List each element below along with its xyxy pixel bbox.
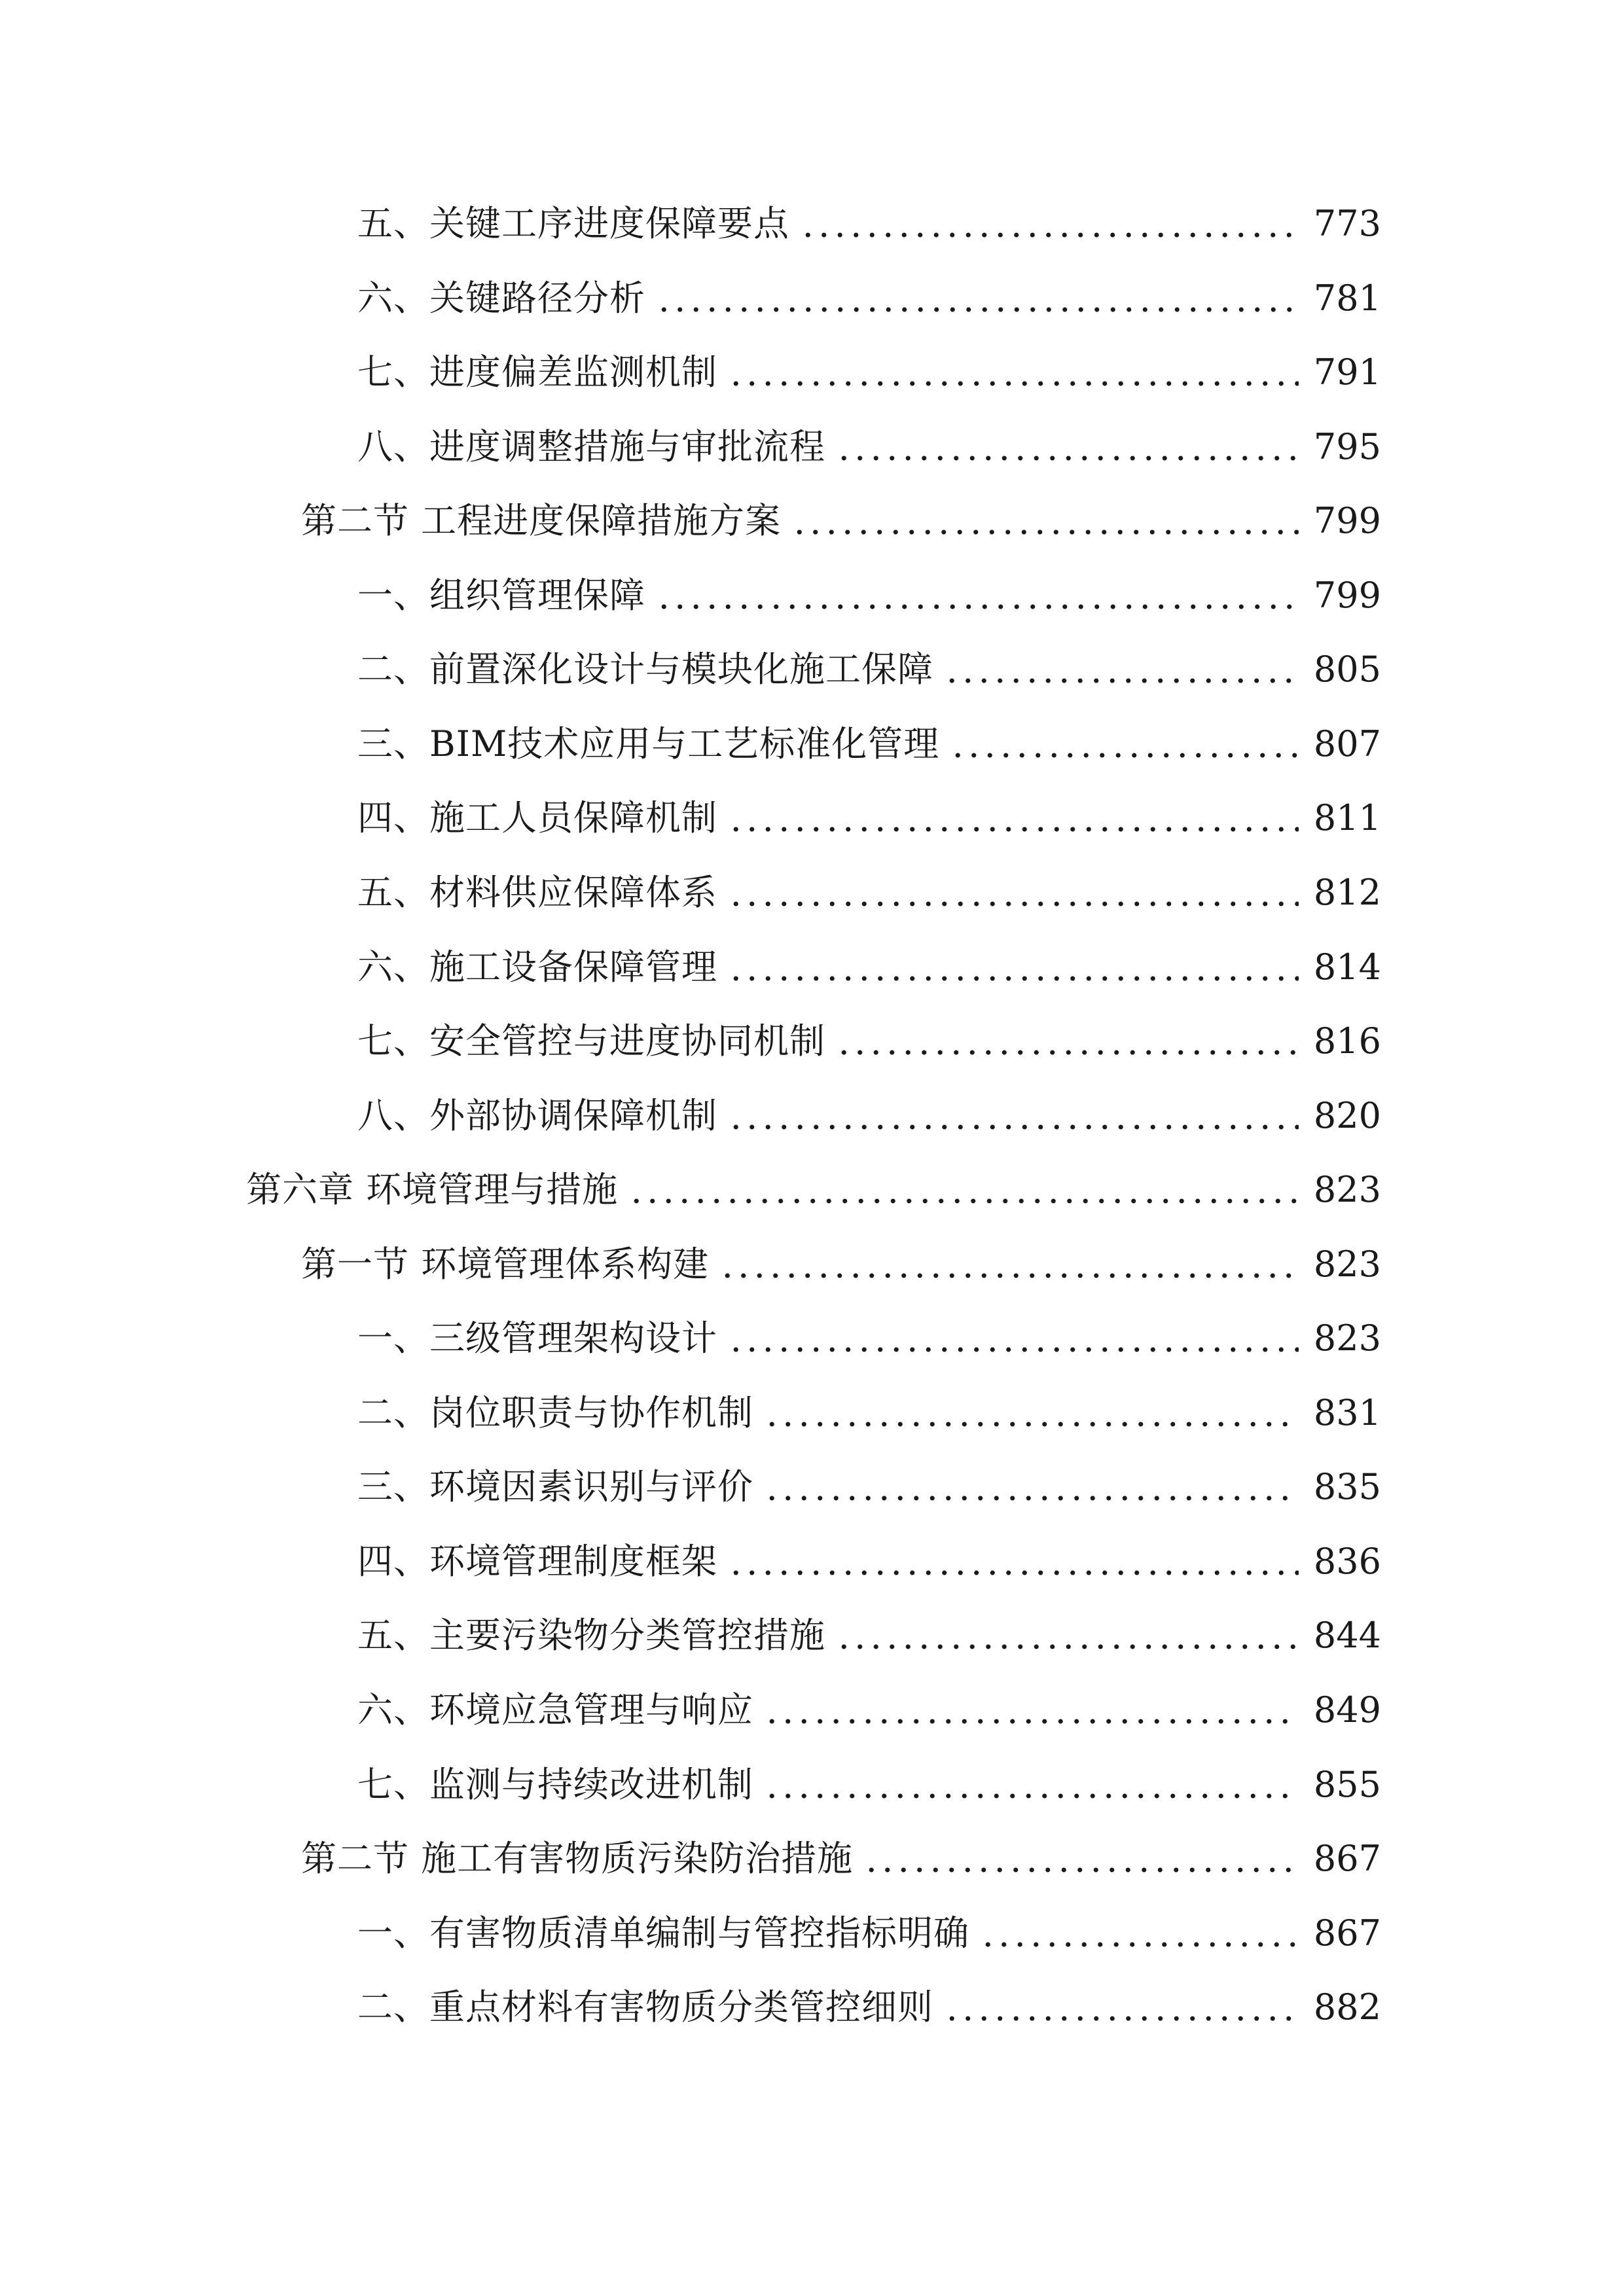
toc-entry-title: 第二节 工程进度保障措施方案 bbox=[301, 500, 782, 541]
toc-entry-page-number: 835 bbox=[1313, 1466, 1381, 1507]
toc-entry-title: 第一节 环境管理体系构建 bbox=[301, 1244, 710, 1285]
toc-dot-leader bbox=[764, 1684, 1299, 1736]
toc-dot-leader bbox=[980, 1907, 1299, 1960]
toc-entry-title: 五、关键工序进度保障要点 bbox=[357, 203, 789, 244]
toc-entry[interactable] bbox=[357, 1015, 1381, 1067]
toc-dot-leader bbox=[728, 1090, 1299, 1142]
toc-entry[interactable] bbox=[357, 867, 1381, 919]
toc-dot-leader bbox=[800, 198, 1299, 250]
toc-dot-leader bbox=[719, 1238, 1299, 1291]
toc-entry-title: 三、BIM技术应用与工艺标准化管理 bbox=[357, 723, 940, 764]
toc-entry[interactable] bbox=[357, 1981, 1381, 2034]
toc-entry-title: 二、重点材料有害物质分类管控细则 bbox=[357, 1986, 933, 2028]
toc-entry-page-number: 823 bbox=[1313, 1244, 1381, 1285]
toc-entry-page-number: 831 bbox=[1313, 1392, 1381, 1433]
toc-entry-page-number: 799 bbox=[1313, 500, 1381, 541]
toc-dot-leader bbox=[728, 792, 1299, 844]
toc-entry-title: 四、施工人员保障机制 bbox=[357, 797, 717, 838]
toc-dot-leader bbox=[836, 1015, 1299, 1067]
toc-entry-title: 二、前置深化设计与模块化施工保障 bbox=[357, 649, 933, 690]
toc-entry-page-number: 867 bbox=[1313, 1838, 1381, 1879]
toc-entry[interactable] bbox=[357, 421, 1381, 473]
toc-dot-leader bbox=[836, 421, 1299, 473]
toc-dot-leader bbox=[728, 346, 1299, 399]
toc-entry-page-number: 781 bbox=[1313, 278, 1381, 319]
toc-dot-leader bbox=[728, 867, 1299, 919]
toc-entry[interactable] bbox=[357, 1907, 1381, 1960]
toc-entry-title: 一、三级管理架构设计 bbox=[357, 1318, 717, 1359]
toc-entry-title: 五、主要污染物分类管控措施 bbox=[357, 1615, 825, 1656]
toc-entry-page-number: 791 bbox=[1313, 351, 1381, 393]
toc-entry[interactable] bbox=[357, 346, 1381, 399]
toc-entry-title: 六、关键路径分析 bbox=[357, 278, 645, 319]
toc-entry-title: 七、安全管控与进度协同机制 bbox=[357, 1020, 825, 1062]
toc-entry-title: 八、进度调整措施与审批流程 bbox=[357, 426, 825, 467]
toc-entry-title: 五、材料供应保障体系 bbox=[357, 872, 717, 913]
toc-entry-page-number: 805 bbox=[1313, 649, 1381, 690]
toc-entry[interactable] bbox=[357, 1461, 1381, 1513]
toc-entry-page-number: 820 bbox=[1313, 1095, 1381, 1136]
toc-entry-page-number: 882 bbox=[1313, 1986, 1381, 2028]
toc-entry[interactable] bbox=[357, 718, 1381, 770]
toc-entry-title: 第二节 施工有害物质污染防治措施 bbox=[301, 1838, 854, 1879]
toc-entry-page-number: 807 bbox=[1313, 723, 1381, 764]
toc-entry-title: 二、岗位职责与协作机制 bbox=[357, 1392, 753, 1433]
toc-dot-leader bbox=[728, 1312, 1299, 1365]
toc-dot-leader bbox=[728, 941, 1299, 994]
toc-entry-page-number: 811 bbox=[1313, 797, 1381, 838]
toc-entry-page-number: 773 bbox=[1313, 203, 1381, 244]
toc-dot-leader bbox=[764, 1461, 1299, 1513]
toc-entry-title: 七、进度偏差监测机制 bbox=[357, 351, 717, 393]
toc-entry-page-number: 816 bbox=[1313, 1020, 1381, 1062]
toc-entry[interactable] bbox=[357, 643, 1381, 696]
toc-entry-title: 第六章 环境管理与措施 bbox=[246, 1169, 619, 1210]
toc-entry[interactable] bbox=[357, 1535, 1381, 1588]
toc-entry-page-number: 799 bbox=[1313, 575, 1381, 616]
toc-entry[interactable] bbox=[357, 1312, 1381, 1365]
toc-entry[interactable] bbox=[357, 1684, 1381, 1736]
toc-entry[interactable] bbox=[357, 272, 1381, 325]
toc-entry-page-number: 812 bbox=[1313, 872, 1381, 913]
toc-dot-leader bbox=[628, 1164, 1299, 1216]
toc-entry[interactable] bbox=[357, 1609, 1381, 1662]
toc-entry-title: 一、有害物质清单编制与管控指标明确 bbox=[357, 1912, 969, 1954]
toc-entry[interactable] bbox=[357, 1090, 1381, 1142]
toc-entry-page-number: 836 bbox=[1313, 1541, 1381, 1582]
toc-entry-page-number: 844 bbox=[1313, 1615, 1381, 1656]
toc-dot-leader bbox=[764, 1759, 1299, 1811]
toc-entry[interactable] bbox=[357, 198, 1381, 250]
toc-entry-page-number: 795 bbox=[1313, 426, 1381, 467]
toc-entry-page-number: 855 bbox=[1313, 1764, 1381, 1805]
toc-entry[interactable] bbox=[357, 1387, 1381, 1439]
toc-entry-page-number: 823 bbox=[1313, 1169, 1381, 1210]
toc-entry[interactable] bbox=[246, 1164, 1381, 1216]
toc-entry[interactable] bbox=[357, 941, 1381, 994]
toc-dot-leader bbox=[728, 1535, 1299, 1588]
toc-entry-page-number: 849 bbox=[1313, 1689, 1381, 1731]
toc-entry-title: 六、环境应急管理与响应 bbox=[357, 1689, 753, 1731]
toc-entry[interactable] bbox=[301, 495, 1381, 547]
toc-dot-leader bbox=[764, 1387, 1299, 1439]
toc-entry-title: 一、组织管理保障 bbox=[357, 575, 645, 616]
toc-entry-page-number: 814 bbox=[1313, 946, 1381, 988]
toc-dot-leader bbox=[944, 1981, 1299, 2034]
toc-entry-title: 七、监测与持续改进机制 bbox=[357, 1764, 753, 1805]
toc-dot-leader bbox=[791, 495, 1299, 547]
toc-dot-leader bbox=[863, 1833, 1299, 1885]
toc-dot-leader bbox=[944, 643, 1299, 696]
toc-dot-leader bbox=[950, 718, 1299, 770]
toc-entry-title: 四、环境管理制度框架 bbox=[357, 1541, 717, 1582]
toc-entry-page-number: 823 bbox=[1313, 1318, 1381, 1359]
toc-entry[interactable] bbox=[301, 1833, 1381, 1885]
toc-entry-title: 八、外部协调保障机制 bbox=[357, 1095, 717, 1136]
toc-entry[interactable] bbox=[301, 1238, 1381, 1291]
toc-entry[interactable] bbox=[357, 792, 1381, 844]
toc-entry-title: 三、环境因素识别与评价 bbox=[357, 1466, 753, 1507]
toc-dot-leader bbox=[656, 272, 1299, 325]
toc-entry-page-number: 867 bbox=[1313, 1912, 1381, 1954]
toc-dot-leader bbox=[656, 569, 1299, 622]
toc-entry[interactable] bbox=[357, 569, 1381, 622]
toc-entry[interactable] bbox=[357, 1759, 1381, 1811]
toc-dot-leader bbox=[836, 1609, 1299, 1662]
toc-entry-title: 六、施工设备保障管理 bbox=[357, 946, 717, 988]
